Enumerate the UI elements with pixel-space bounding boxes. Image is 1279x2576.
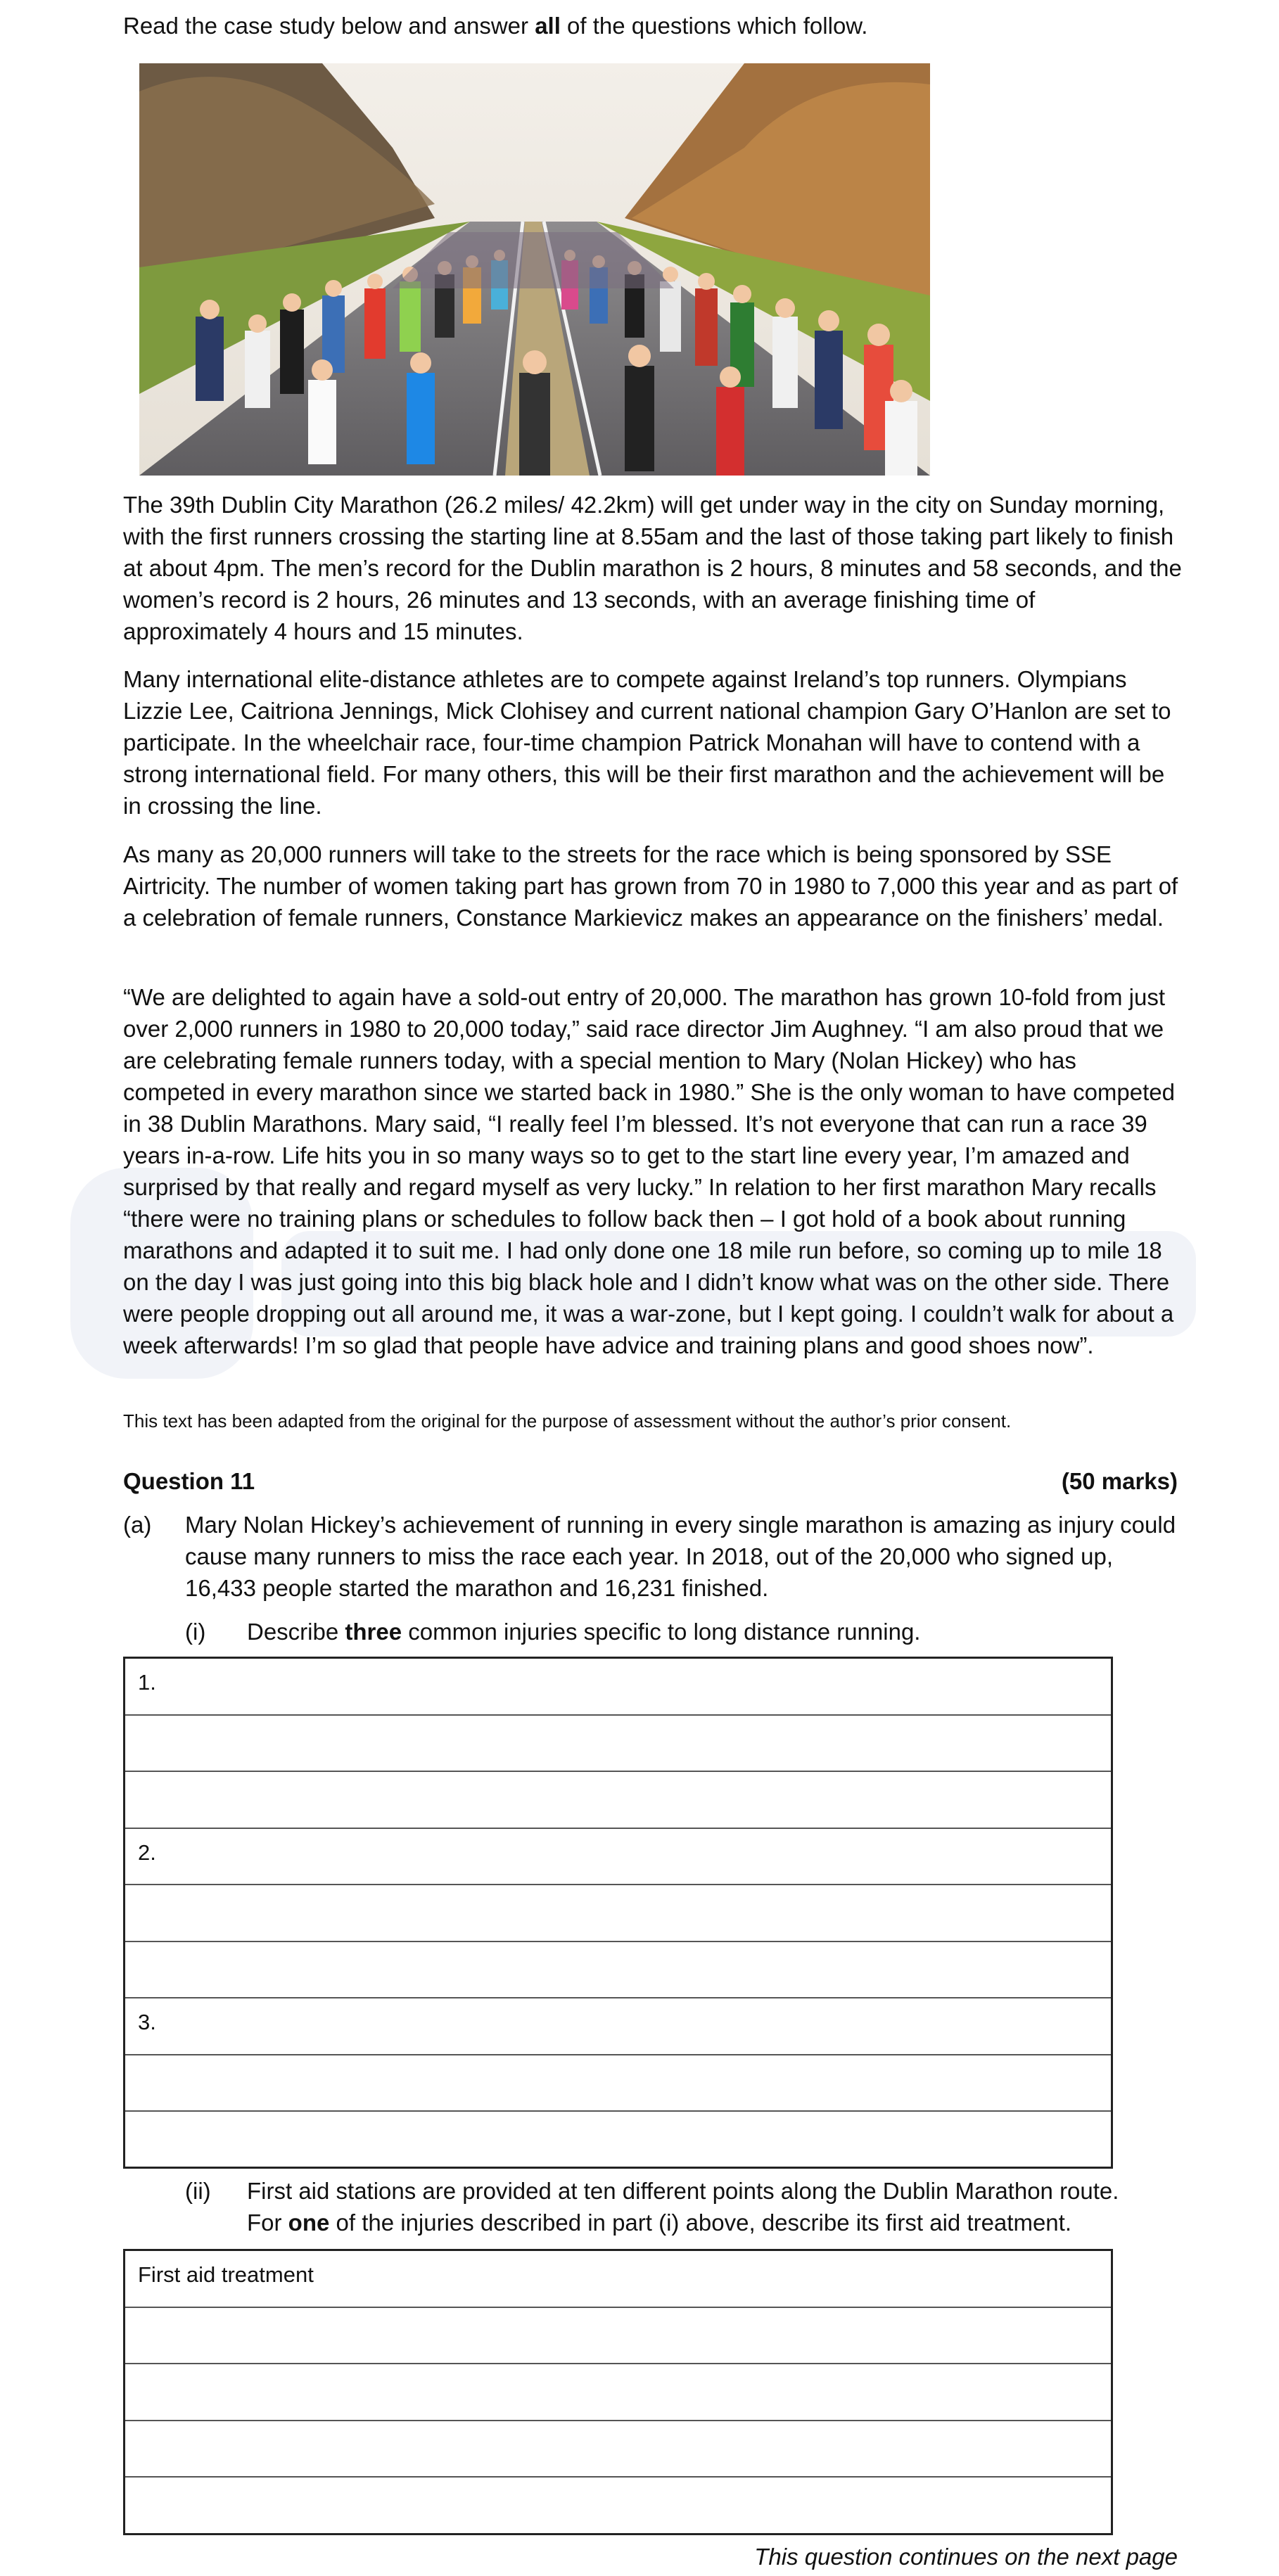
answer-line[interactable]: First aid treatment — [125, 2251, 1111, 2308]
marathon-photo — [139, 63, 930, 476]
answer-line[interactable] — [125, 2112, 1111, 2169]
part-ii-text: First aid stations are provided at ten different points along the Dublin Marathon route. For one of the injuries described in part (i) above, describe its first aid treatment. — [247, 2178, 1119, 2236]
answer-line[interactable] — [125, 1942, 1111, 1999]
answer-line[interactable]: 1. — [125, 1659, 1111, 1716]
article-paragraph: “We are delighted to again have a sold-out entry of 20,000. The marathon has grown 10-fold from just over 2,000 runners in 1980 to 20,000 today,” said race director Jim Aughney. “I am also proud that we are celebrating female runners today, with a special mention to Mary (Nolan Hickey) who has competed in every marathon since we started back in 1980.” She is the only woman to have competed in 38 Dublin Marathons. Mary said, “I really feel I’m blessed. It’s not everyone that can run a race 39 years in-a-row. Life hits you in so many ways so to get to the start line every year, I’m amazed and surprised by that really and regard myself as very lucky.” In relation to her first marathon Mary recalls “there were no training plans or schedules to follow back then – I got hold of a book about running marathons and adapted it to suit me. I had only done one 18 mile run before, so coming up to mile 18 on the day I was just going into this big black hole and I didn’t know what was on the other side. There were people dropping out all around me, it was a war-zone, but I kept going. I couldn’t walk for about a week afterwards! I’m so glad that people have advice and training plans and good shoes now”. — [123, 984, 1175, 1358]
intro-instruction: Read the case study below and answer all of the questions which follow. — [123, 13, 868, 39]
question-title: Question 11 — [123, 1468, 255, 1494]
answer-line[interactable] — [125, 2478, 1111, 2534]
article-paragraph: The 39th Dublin City Marathon (26.2 miles/ 42.2km) will get under way in the city on Sunday morning, with the first runners crossing the starting line at 8.55am and the last of those taking part likely to finish at about 4pm. The men’s record for the Dublin marathon is 2 hours, 8 minutes and 58 seconds, and the women’s record is 2 hours, 26 minutes and 13 seconds, with an average finishing time of approximately 4 hours and 15 minutes. — [123, 492, 1182, 644]
answer-line[interactable] — [125, 2364, 1111, 2421]
answer-line[interactable] — [125, 2421, 1111, 2478]
continues-footer: This question continues on the next page — [754, 2544, 1178, 2570]
part-i-text: Describe three common injuries specific to long distance running. — [247, 1619, 921, 1645]
answer-line[interactable] — [125, 2308, 1111, 2365]
answer-line[interactable] — [125, 1716, 1111, 1773]
treatment-answer-table — [123, 2249, 1113, 2535]
adapted-note: This text has been adapted from the original for the purpose of assessment without the author’s prior consent. — [123, 1410, 1012, 1432]
part-ii-label: (ii) — [185, 2178, 211, 2204]
article-paragraph: Many international elite-distance athletes are to compete against Ireland’s top runners. Olympians Lizzie Lee, Caitriona Jennings, Mick Clohisey and current national champion Gary O’Hanlon are set to participate. In the wheelchair race, four-time champion Patrick Monahan will have to contend with a strong international field. For many others, this will be their first marathon and the achievement will be in crossing the line. — [123, 666, 1171, 819]
answer-line[interactable]: 3. — [125, 1998, 1111, 2055]
question-marks: (50 marks) — [1061, 1468, 1178, 1494]
injuries-answer-table — [123, 1657, 1113, 2169]
part-a-text: Mary Nolan Hickey’s achievement of running in every single marathon is amazing as injury could cause many runners to miss the race each year. In 2018, out of the 20,000 who signed up, 16,433 people started the marathon and 16,231 finished. — [185, 1512, 1176, 1601]
answer-line[interactable] — [125, 1772, 1111, 1829]
part-a-label: (a) — [123, 1512, 152, 1538]
answer-line[interactable] — [125, 1885, 1111, 1942]
part-i-label: (i) — [185, 1619, 206, 1645]
article-paragraph: As many as 20,000 runners will take to the streets for the race which is being sponsored by SSE Airtricity. The number of women taking part has grown from 70 in 1980 to 7,000 this year and as part of a celebration of female runners, Constance Markievicz makes an appearance on the finishers’ medal. — [123, 841, 1178, 931]
answer-line[interactable] — [125, 2055, 1111, 2112]
answer-line[interactable]: 2. — [125, 1829, 1111, 1886]
